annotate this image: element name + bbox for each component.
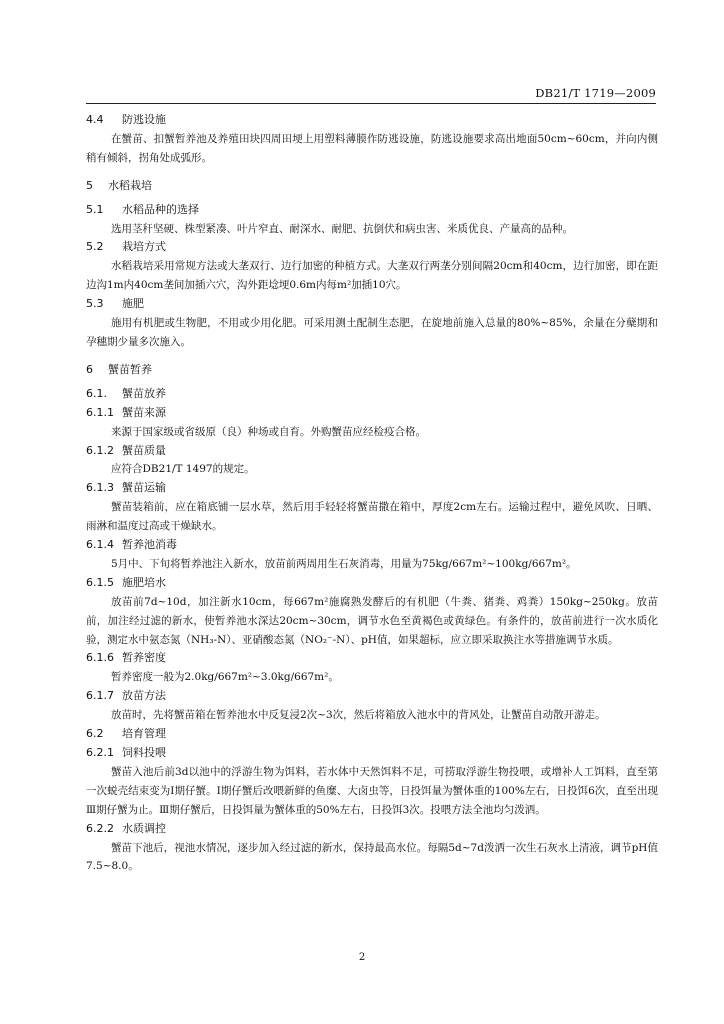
body-paragraph: 5月中、下旬将暂养池注入新水，放苗前两周用生石灰消毒，用量为75kg/667m²~100kg/667m²。 [111, 557, 577, 570]
clause-number: 5.1 [86, 202, 104, 216]
clause-number: 4.4 [86, 113, 104, 126]
clause-title: 防逃设施 [122, 113, 166, 126]
clause-number: 6 [86, 362, 93, 376]
clause-number: 6.1.7 [86, 689, 114, 703]
clause-heading [86, 404, 658, 423]
clause-title: 栽培方式 [122, 240, 166, 254]
clause-heading [86, 687, 658, 706]
clause-title: 蟹苗暂养 [108, 362, 152, 376]
clause-heading [86, 238, 658, 257]
clause-heading [86, 649, 658, 668]
body-paragraph: 选用茎秆坚硬、株型紧凑、叶片窄直、耐深水、耐肥、抗倒伏和病虫害、米质优良、产量高的品种。 [111, 222, 573, 235]
clause-number: 5 [86, 178, 93, 192]
clause-heading [86, 385, 658, 404]
body-paragraph: 放苗时，先将蟹苗箱在暂养池水中反复浸2次~3次，然后将箱放入池水中的背风处，让蟹苗自动散开游走。 [111, 709, 606, 722]
clause-heading [86, 201, 658, 220]
body-paragraph: 暂养密度一般为2.0kg/667m²~3.0kg/667m²。 [111, 671, 339, 684]
body-paragraph: 放苗前7d~10d，加注新水10cm，每667m²施腐熟发酵后的有机肥（牛粪、猪粪、鸡粪）150kg~250kg。放苗前，加注经过滤的新水，使暂养池水深达20cm~30cm，调节水色至黄褐色或黄绿色。有条件的，放苗前进行一次水质化验，测定水中氨态氮（NH₃-N）、亚硝酸态氮（NO₂⁻-N）、pH值，如果超标，应立即采取换注水等措施调节水质。 [86, 595, 658, 646]
clause-number: 6.2 [86, 727, 104, 741]
clause-heading [86, 725, 658, 744]
clause-heading [86, 744, 658, 763]
clause-title: 蟹苗质量 [122, 443, 166, 457]
header-rule [86, 103, 656, 104]
clause-number: 6.2.1 [86, 746, 114, 759]
clause-title: 施肥 [122, 297, 144, 311]
section-heading [86, 361, 658, 380]
clause-title: 蟹苗运输 [122, 481, 166, 495]
clause-title: 水质调控 [122, 821, 166, 835]
clause-number: 6.1.1 [86, 405, 114, 419]
body-paragraph: 蟹苗下池后，视池水情况，逐步加入经过滤的新水，保持最高水位。每隔5d~7d泼洒一次生石灰水上清液，调节pH值7.5~8.0。 [86, 841, 658, 873]
body-paragraph: 在蟹苗、扣蟹暂养池及养殖田块四周田埂上用塑料薄膜作防逃设施，防逃设施要求高出地面50cm~60cm，并向内侧稍有倾斜，拐角处成弧形。 [86, 132, 658, 164]
clause-number: 6.1.6 [86, 651, 114, 665]
body-paragraph: 蟹苗装箱前，应在箱底铺一层水草，然后用手轻轻将蟹苗撒在箱中，厚度2cm左右。运输过程中，避免风吹、日晒、雨淋和温度过高或干燥缺水。 [86, 501, 658, 533]
clause-title: 蟹苗放养 [122, 386, 166, 400]
clause-number: 6.1. [86, 386, 107, 400]
section-heading [86, 177, 658, 196]
clause-title: 培育管理 [122, 727, 166, 741]
clause-heading [86, 111, 658, 130]
clause-number: 6.1.2 [86, 443, 114, 457]
body-paragraph: 应符合DB21/T 1497的规定。 [111, 463, 255, 476]
clause-title: 饲料投喂 [122, 746, 166, 759]
clause-heading [86, 295, 658, 314]
clause-title: 施肥培水 [122, 575, 166, 589]
body-paragraph: 来源于国家级或省级原（良）种场或自育。外购蟹苗应经检疫合格。 [111, 425, 426, 438]
clause-heading [86, 442, 658, 461]
clause-number: 6.1.3 [86, 481, 114, 495]
clause-number: 6.2.2 [86, 821, 114, 835]
body-paragraph: 水稻栽培采用常规方法或大垄双行、边行加密的种植方式。大垄双行两垄分别间隔20cm和40cm，边行加密，即在距边沟1m内40cm垄间加插六穴，沟外距埝埂0.6m内每m²加插10穴。 [86, 260, 658, 292]
clause-heading [86, 574, 658, 593]
body-paragraph: 蟹苗入池后前3d以池中的浮游生物为饵料，若水体中天然饵料不足，可捞取浮游生物投喂，或增补人工饵料，直至第一次蜕壳结束变为Ⅰ期仔蟹。Ⅰ期仔蟹后改喂新鲜的鱼糜、大卤虫等，日投饵量为蟹体重的100%左右，日投饵6次，直至出现Ⅲ期仔蟹为止。Ⅲ期仔蟹后，日投饵量为蟹体重的50%左右，日投饵3次。投喂方法全池均匀泼洒。 [86, 765, 658, 816]
clause-title: 暂养密度 [122, 651, 166, 665]
clause-heading [86, 820, 658, 839]
clause-title: 水稻品种的选择 [122, 202, 199, 216]
clause-number: 6.1.4 [86, 538, 114, 552]
clause-title: 暂养池消毒 [122, 538, 177, 552]
standard-code-header: DB21/T 1719—2009 [535, 86, 656, 100]
clause-title: 放苗方法 [122, 689, 166, 703]
clause-title: 蟹苗来源 [122, 405, 166, 419]
clause-title: 水稻栽培 [108, 178, 152, 192]
clause-number: 5.3 [86, 297, 104, 311]
document-body [86, 111, 658, 876]
clause-heading [86, 536, 658, 555]
clause-heading [86, 479, 658, 498]
page-number: 2 [358, 952, 366, 963]
clause-number: 5.2 [86, 240, 104, 254]
body-paragraph: 施用有机肥或生物肥，不用或少用化肥。可采用测土配制生态肥，在旋地前施入总量的80%~85%，余量在分蘖期和孕穗期少量多次施入。 [86, 317, 658, 348]
clause-number: 6.1.5 [86, 575, 114, 589]
